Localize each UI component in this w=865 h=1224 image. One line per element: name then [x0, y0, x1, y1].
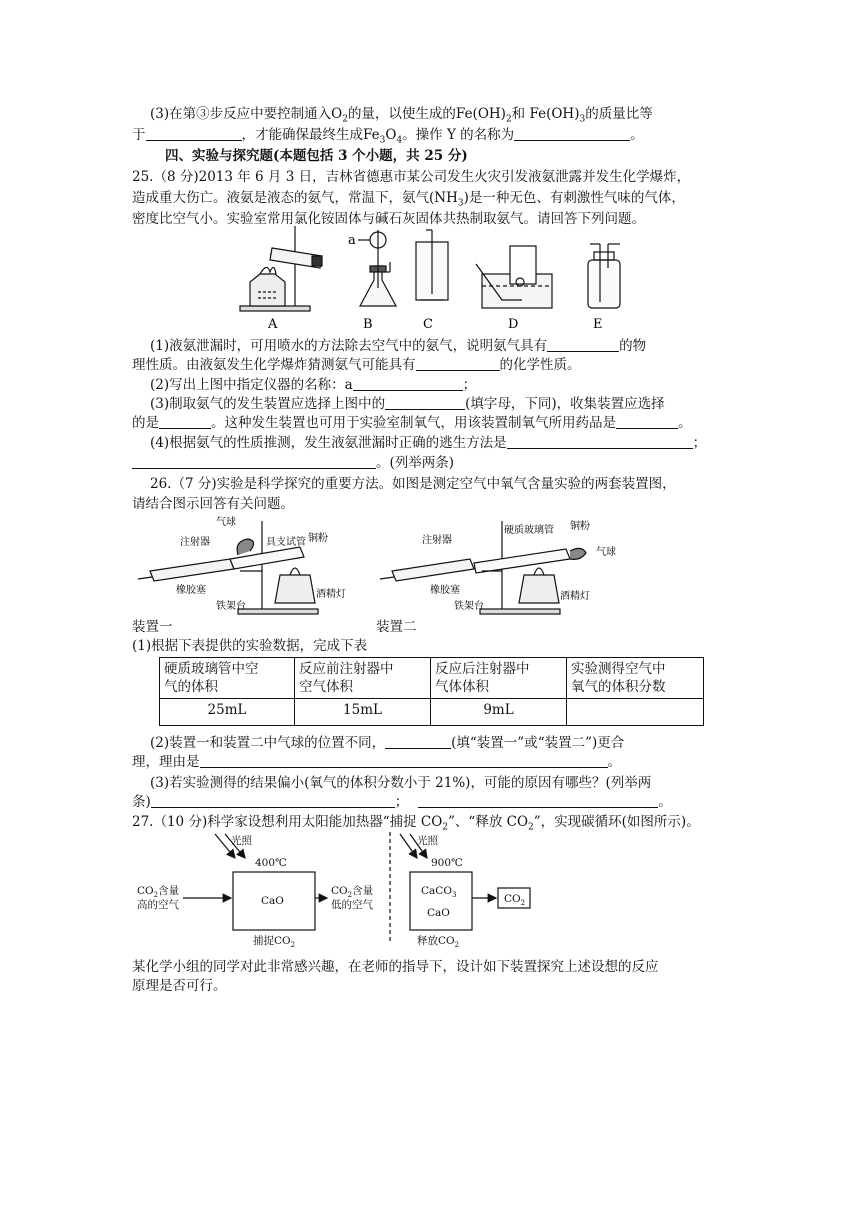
table-header: 反应前注射器中 空气体积 — [295, 658, 431, 699]
q26-apparatus-figures — [130, 513, 630, 618]
capture-caption: 捕捉$CO_2$ — [253, 935, 296, 949]
q25-part4-line2: 。(列举两条) — [132, 454, 454, 472]
device-two-caption: 装置二 — [376, 619, 417, 635]
fig2-label-stand: 铁架台 — [454, 601, 484, 612]
fig2-label-copper: 铜粉 — [570, 521, 590, 532]
q27-after-line2: 原理是否可行。 — [132, 978, 227, 994]
input-label-2: 高的空气 — [137, 899, 179, 911]
fig1-label-tube: 具支试管 — [266, 537, 306, 548]
device-one-caption: 装置一 — [132, 619, 173, 635]
q27-after-line1: 某化学小组的同学对此非常感兴趣，在老师的指导下，设计如下装置探究上述设想的反应 — [132, 959, 659, 975]
answer-blank[interactable] — [200, 753, 608, 768]
answer-blank[interactable] — [151, 793, 395, 808]
table-cell: 9mL — [431, 699, 567, 726]
table-header: 反应后注射器中 气体体积 — [431, 658, 567, 699]
output-label: $CO_2$含量 — [331, 885, 374, 899]
answer-blank[interactable] — [385, 734, 451, 749]
answer-blank[interactable] — [616, 414, 678, 429]
q24-part3-line1: (3)在第③步反应中要控制通入$O_2$的量，以使生成的$Fe(OH)_2$和 $Fe(OH)_3$的质量比等 — [150, 106, 653, 125]
data-table — [159, 657, 704, 726]
apparatus-a — [240, 226, 322, 311]
table-cell: 25mL — [160, 699, 295, 726]
label-B: B — [363, 317, 373, 332]
table-answer-cell[interactable] — [567, 699, 704, 726]
q25-part4-line1: (4)根据氨气的性质推测，发生液氨泄漏时正确的逃生方法是 ； — [150, 435, 707, 451]
q26-part3-line2: 条) ； 。 — [132, 794, 672, 810]
temp-label: 400℃ — [255, 857, 287, 869]
light-label: 光照 — [231, 835, 252, 847]
input-label: $CO_2$含量 — [137, 885, 180, 899]
q25-intro-line1: 25.（8 分)2013 年 6 月 3 日，吉林省德惠市某公司发生火灾引发液氨泄露并发生化学爆炸， — [132, 169, 691, 185]
co2-label: $CO_2$ — [504, 893, 526, 907]
fig2-label-syringe: 注射器 — [422, 535, 452, 546]
q25-part2: (2)写出上图中指定仪器的名称：a ； — [150, 377, 477, 393]
answer-blank[interactable] — [146, 126, 242, 141]
fig1-label-lamp: 酒精灯 — [316, 589, 346, 600]
apparatus-c — [416, 230, 448, 300]
answer-blank[interactable] — [514, 126, 630, 141]
q25-intro-line2: 造成重大伤亡。液氨是液态的氨气，常温下，氨气$(NH_3)$是一种无色、有刺激性气味的气体， — [132, 190, 685, 209]
caco3-label: CaCO$_3$ — [421, 885, 457, 899]
q27-intro: 27.（10 分)科学家设想利用太阳能加热器“捕捉 $CO_2$”、“释放 $CO_2$”，实现碳循环(如图所示)。 — [132, 814, 700, 833]
q27-carbon-cycle-diagram — [135, 832, 555, 954]
label-a: a — [348, 233, 356, 248]
release-caption: 释放$CO_2$ — [417, 935, 460, 949]
label-D: D — [508, 317, 519, 332]
label-A: A — [268, 317, 278, 332]
fig1-label-stopper: 橡胶塞 — [176, 585, 206, 596]
apparatus-d — [476, 246, 552, 308]
apparatus-e — [588, 244, 620, 308]
q26-part3-line1: (3)若实验测得的结果偏小(氧气的体积分数小于 21%)，可能的原因有哪些？(列举两 — [150, 775, 652, 791]
fig2-label-balloon: 气球 — [596, 547, 616, 558]
q26-part2-line1: (2)装置一和装置二中气球的位置不同， (填“装置一”或“装置二”)更合 — [150, 735, 625, 751]
label-E: E — [593, 317, 603, 332]
answer-blank[interactable] — [418, 793, 658, 808]
answer-blank[interactable] — [353, 376, 463, 391]
cao-label-2: CaO — [427, 907, 450, 919]
q26-part1: (1)根据下表提供的实验数据，完成下表 — [132, 638, 368, 654]
answer-blank[interactable] — [385, 395, 465, 410]
q25-intro-line3: 密度比空气小。实验室常用氯化铵固体与碱石灰固体共热制取氨气。请回答下列问题。 — [132, 211, 645, 227]
fig1-label-copper: 铜粉 — [308, 533, 328, 544]
label-C: C — [423, 317, 433, 332]
answer-blank[interactable] — [132, 454, 376, 469]
q26-intro-line1: 26.（7 分)实验是科学探究的重要方法。如图是测定空气中氧气含量实验的两套装置图， — [150, 476, 676, 492]
table-header: 硬质玻璃管中空 气的体积 — [160, 658, 295, 699]
light-label-2: 光照 — [417, 835, 438, 847]
output-label-2: 低的空气 — [331, 899, 373, 911]
answer-blank[interactable] — [416, 356, 500, 371]
q24-part3-line2: 于 ，才能确保最终生成$Fe_3O_4$。操作 Y 的名称为 。 — [132, 127, 644, 146]
q26-part2-line2: 理，理由是 。 — [132, 754, 621, 770]
fig1-label-syringe: 注射器 — [180, 537, 210, 548]
fig2-label-lamp: 酒精灯 — [560, 591, 590, 602]
table-header: 实验测得空气中 氧气的体积分数 — [567, 658, 704, 699]
fig2-label-stopper: 橡胶塞 — [430, 585, 460, 596]
apparatus-b — [358, 230, 396, 306]
answer-blank[interactable] — [159, 414, 211, 429]
answer-blank[interactable] — [507, 434, 693, 449]
q25-part3-line2: 的是 。这种发生装置也可用于实验室制氧气，用该装置制氧气所用药品是 。 — [132, 415, 692, 431]
fig1-label-stand: 铁架台 — [216, 601, 246, 612]
table-cell: 15mL — [295, 699, 431, 726]
q25-part3-line1: (3)制取氨气的发生装置应选择上图中的 (填字母，下同)，收集装置应选择 — [150, 396, 665, 412]
cao-label: CaO — [261, 895, 284, 907]
q25-apparatus-figure — [230, 222, 640, 334]
release-box — [410, 872, 472, 930]
temp-label-2: 900℃ — [431, 857, 463, 869]
q25-part1-line2: 理性质。由液氨发生化学爆炸猜测氨气可能具有 的化学性质。 — [132, 357, 581, 373]
fig1-label-balloon: 气球 — [216, 517, 236, 528]
fig2-label-tube: 硬质玻璃管 — [504, 525, 554, 536]
answer-blank[interactable] — [547, 337, 619, 352]
section-title: 四、实验与探究题(本题包括 3 个小题，共 25 分) — [165, 148, 468, 164]
q25-part1-line1: (1)液氨泄漏时，可用喷水的方法除去空气中的氨气，说明氨气具有 的物 — [150, 338, 647, 354]
q26-intro-line2: 请结合图示回答有关问题。 — [132, 496, 294, 512]
